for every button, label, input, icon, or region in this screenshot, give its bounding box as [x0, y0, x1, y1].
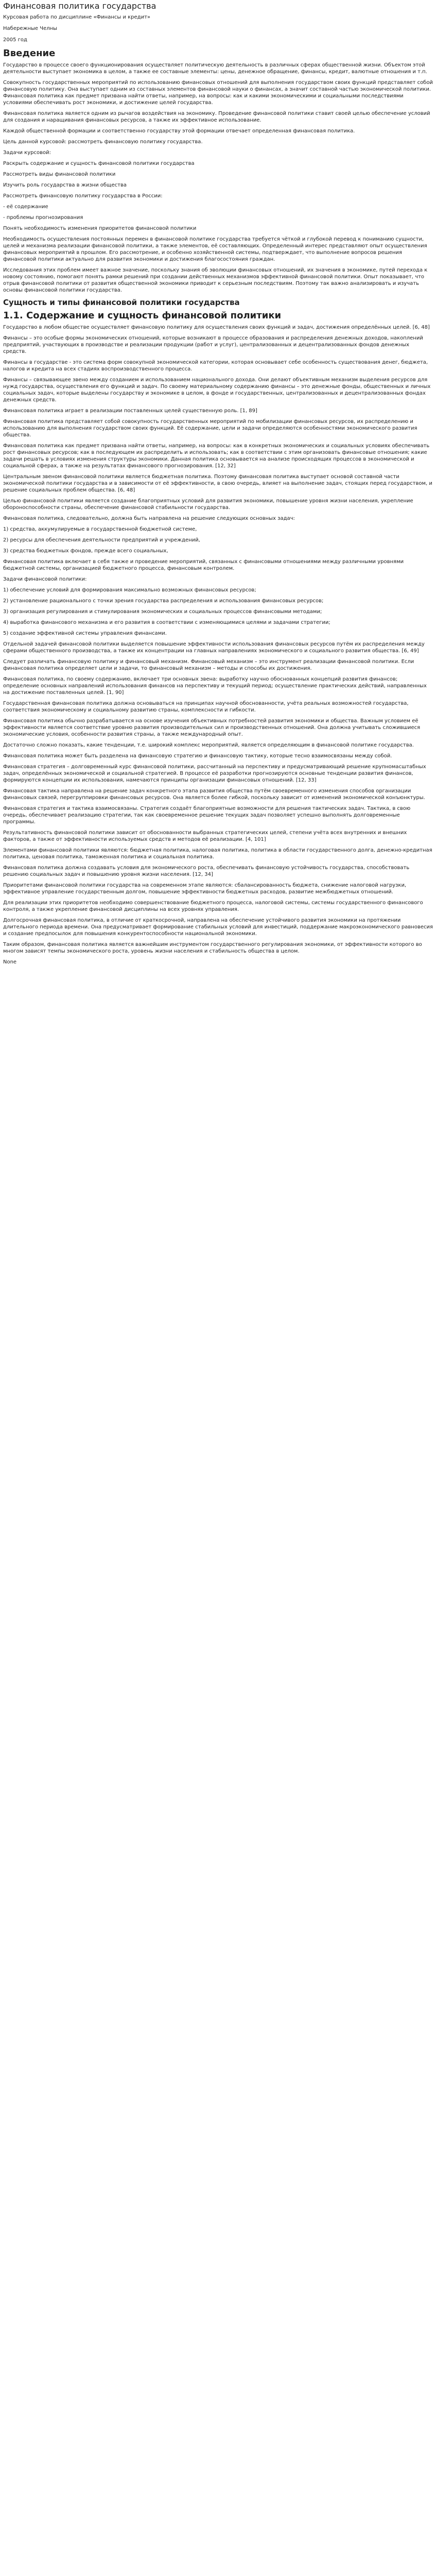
paragraph: Задачи финансовой политики: [3, 577, 87, 582]
meta-city: Набережные Челны [3, 26, 58, 31]
paragraph: - её содержание [3, 204, 48, 210]
paragraph: Финансовая стратегия и тактика взаимосвязаны. Стратегия создаёт благоприятные возможности для решения тактических задач. Тактика, в свою очередь, обеспечивает реализацию стратегии, так как своевременное решение текущих задач позволяет успешно выполнять долговременные программы. [3, 806, 411, 825]
paragraph: Финансовая политика включает в себя также и проведение мероприятий, связанных с финансовыми отношениями между различными уровнями бюджетной системы, организацией бюджетного процесса, финансовым контролем. [3, 559, 404, 571]
paragraph: Финансы – связывающее звено между созданием и использованием национального дохода. Они делают объективным механизм выделения ресурсов для нужд государства, осуществления его функций и задач. По своему материальному содержанию финансы – это денежные фонды, общественных и личных социальных задач, которые выделены государству и экономике в целом, в фонде и государственных, централизованных и децентрализованных фондах денежных средств. [3, 377, 431, 403]
paragraph: 1) обеспечение условий для формирования максимально возможных финансовых ресурсов; [3, 587, 256, 593]
document-title: Финансовая политика государства [3, 1, 156, 11]
paragraph: Задачи курсовой: [3, 150, 51, 156]
paragraph: 3) средства бюджетных фондов, прежде всего социальных, [3, 548, 168, 554]
paragraph: - проблемы прогнозирования [3, 215, 83, 221]
paragraph: Достаточно сложно показать, какие тенденции, т.е. широкий комплекс мероприятий, является определяющим в финансовой политике государства. [3, 742, 414, 748]
heading-section-1-1: 1.1. Содержание и сущность финансовой политики [3, 310, 282, 321]
paragraph: Финансовая политика, следовательно, должна быть направлена на решение следующих основных задач: [3, 516, 295, 521]
paragraph: 4) выработка финансового механизма и его развития в соответствии с изменяющимися целями и задачами стратегии; [3, 620, 330, 625]
heading-section-1: Сущность и типы финансовой политики государства [3, 298, 240, 307]
paragraph: 1) средства, аккумулируемые в государственной бюджетной системе, [3, 527, 197, 532]
meta-course: Курсовая работа по дисциплине «Финансы и кредит» [3, 14, 151, 20]
paragraph: Финансовая политика как предмет призвана найти ответы, например, на вопросы: как в конкретных экономических и социальных условиях обеспечивать рост финансовых ресурсов; как в последующем их распределить и использовать; как в соответствии с этим организовать финансовые отношения; какие задачи решать в условиях изменения структуры экономики. Данная политика основывается на анализе происходящих процессов в экономической и социальной сферах, а также на результатах финансового прогнозирования. [12, 32] [3, 443, 430, 469]
paragraph: Финансы – это особые формы экономических отношений, которые возникают в процессе образования и распределения денежных доходов, накоплений предприятий, участвующих в производстве и реализации продукции (работ и услуг), централизованных и децентрализованных фондов денежных средств. [3, 335, 423, 354]
paragraph: Для реализации этих приоритетов необходимо совершенствование бюджетного процесса, налоговой системы, системы государственного финансового контроля, а также укрепление финансовой дисциплины на всех уровнях управления. [3, 900, 423, 912]
paragraph: Финансовая политика играет в реализации поставленных целей существенную роль. [1, 89] [3, 408, 257, 414]
heading-introduction: Введение [3, 48, 56, 59]
footer-text: None [3, 959, 17, 965]
paragraph: Финансовая политика представляет собой совокупность государственных мероприятий по мобилизации финансовых ресурсов, их распределению и использованию для выполнения государством своих функций. Её содержание, цели и задачи определяются особенностями экономического развития общества. [3, 419, 417, 438]
section-body [3, 324, 433, 955]
paragraph: 5) создание эффективной системы управления финансами. [3, 631, 167, 636]
paragraph: Финансовая политика является одним из рычагов воздействия на экономику. Проведение финансовой политики ставит своей целью обеспечение условий для создания и наращивания финансовых ресурсов, а также их эффективное использование. [3, 111, 430, 123]
paragraph: Понять необходимость изменения приоритетов финансовой политики [3, 226, 197, 231]
paragraph: Центральным звеном финансовой политики является бюджетная политика. Поэтому финансовая политика выступает основой составной части экономической политики государства и в зависимости от её эффективности, в свою очередь, влияет на выполнение задач, стоящих перед государством, и решение социальных проблем общества. [6, 48] [3, 474, 432, 493]
paragraph: Отдельной задачей финансовой политики выделяется повышение эффективности использования финансовых ресурсов путём их распределения между сферами общественного производства, а также их концентрации на главных направлениях экономического и социального развития общества. [6, 49] [3, 641, 425, 654]
paragraph: Результативность финансовой политики зависит от обоснованности выбранных стратегических целей, степени учёта всех внутренних и внешних факторов, а также от эффективности используемых средств и методов её реализации. [4, 101] [3, 830, 407, 842]
paragraph: Финансовая политика обычно разрабатывается на основе изучения объективных потребностей развития экономики и общества. Важным условием её эффективности является соответствие уровню развития производительных сил и производственных отношений. Она должна учитывать сложившиеся экономические условия, особенности развития страны, а также международный опыт. [3, 718, 421, 737]
paragraph: Рассмотреть финансовую политику государства в России: [3, 193, 163, 199]
paragraph: Раскрыть содержание и сущность финансовой политики государства [3, 161, 195, 166]
paragraph: Государственная финансовая политика должна основываться на принципах научной обоснованности, учёта реальных возможностей государства, соответствия экономическому и социальному развитию страны, комплексности и гибкости. [3, 701, 409, 713]
paragraph: Следует различать финансовую политику и финансовый механизм. Финансовый механизм – это инструмент реализации финансовой политики. Если финансовая политика определяет цели и задачи, то финансовый механизм – методы и способы их достижения. [3, 659, 414, 671]
paragraph: Финансы в государстве - это система форм совокупной экономической категории, которая основывает себе особенность существования денег, бюджета, налогов и кредита на всех стадиях воспроизводственного процесса. [3, 360, 428, 372]
meta-year: 2005 год [3, 37, 27, 43]
paragraph: Государство в любом обществе осуществляет финансовую политику для осуществления своих функций и задач, достижения определённых целей. [6, 48] [3, 325, 430, 330]
paragraph: Каждой общественной формации и соответственно государству этой формации отвечает определенная финансовая политика. [3, 128, 355, 134]
paragraph: Финансовая тактика направлена на решение задач конкретного этапа развития общества путём своевременного изменения способов организации финансовых связей, перегруппировки финансовых ресурсов. Она является более гибкой, поскольку зависит от изменений экономической конъюнктуры. [3, 788, 425, 801]
paragraph: Совокупность государственных мероприятий по использованию финансовых отношений для выполнения государством своих функций представляет собой финансовую политику. Она выступает одним из составных элементов финансовой науки о финансах, а значит составной частью экономической политики. Финансовая политика как предмет призвана найти ответы, например, на вопросы: как и какими экономическими и социальными последствиями условиями обеспечивать рост экономики, и достижение целей государства. [3, 80, 433, 106]
paragraph: Финансовая политика, по своему содержанию, включает три основных звена: выработку научно обоснованных концепций развития финансов; определение основных направлений использования финансов на перспективу и текущий период; осуществление практических действий, направленных на достижение поставленных целей. [1, 90] [3, 676, 427, 696]
paragraph: Приоритетами финансовой политики государства на современном этапе являются: сбалансированность бюджета, снижение налоговой нагрузки, эффективное управление государственным долгом, повышение эффективности бюджетных расходов, развитие межбюджетных отношений. [3, 883, 407, 895]
paragraph: Изучить роль государства в жизни общества [3, 182, 127, 188]
paragraph: Необходимость осуществления постоянных перемен в финансовой политике государства требуется чёткой и глубокой перевод к пониманию сущности, целей и механизма реализации финансовой политики, а также элементов, её составляющих. Определенный интерес представляют опыт осуществления финансовых мероприятий в прошлом. Его рассмотрение, и особенно хозяйственной системы, подтверждает, что выполнение вопросов решения финансовой политики актуально для развития экономики и достижения благосостояния граждан. [3, 236, 427, 262]
paragraph: 2) установление рационального с точки зрения государства распределения и использования финансовых ресурсов; [3, 598, 324, 604]
paragraph: Исследования этих проблем имеет важное значение, поскольку знания об эволюции финансовых отношений, их значения в экономике, путей перехода к новому состоянию, помогают понять рамки решений при создании действенных механизмов эффективной финансовой политики. Опыт показывает, что отрыв финансовой политики от развития общественной экономики приводит к серьезным последствиям. Поэтому так важно анализировать и изучать основы финансовой политики государства. [3, 267, 428, 293]
paragraph: Долгосрочная финансовая политика, в отличие от краткосрочной, направлена на обеспечение устойчивого развития экономики на протяжении длительного периода времени. Она предусматривает формирование стабильных условий для инвестиций, поддержание макроэкономического равновесия и создание предпосылок для повышения конкурентоспособности национальной экономики. [3, 918, 433, 937]
paragraph: Государство в процессе своего функционирования осуществляет политическую деятельность в различных сферах общественной жизни. Объектом этой деятельности выступает экономика в целом, а также ее составные элементы: цены, денежное обращение, финансы, кредит, валютные отношения и т.п. [3, 62, 427, 75]
paragraph: Целью финансовой политики является создание благоприятных условий для развития экономики, повышение уровня жизни населения, укрепление обороноспособности страны, обеспечение финансовой стабильности государства. [3, 498, 413, 511]
paragraph: 2) ресурсы для обеспечения деятельности предприятий и учреждений, [3, 537, 200, 543]
paragraph: Элементами финансовой политики являются: бюджетная политика, налоговая политика, политика в области государственного долга, денежно-кредитная политика, ценовая политика, таможенная политика и социальная политика. [3, 848, 432, 860]
paragraph: Финансовая политика может быть разделена на финансовую стратегию и финансовую тактику, которые тесно взаимосвязаны между собой. [3, 753, 392, 759]
introduction-body [3, 62, 433, 294]
paragraph: Таким образом, финансовая политика является важнейшим инструментом государственного регулирования экономики, от эффективности которого во многом зависят темпы экономического роста, уровень жизни населения и стабильность общества в целом. [3, 942, 422, 954]
paragraph: Цель данной курсовой: рассмотреть финансовую политику государства. [3, 139, 203, 145]
paragraph: Финансовая стратегия – долговременный курс финансовой политики, рассчитанный на перспективу и предусматривающий решение крупномасштабных задач, определённых экономической и социальной стратегией. В процессе её разработки прогнозируются основные тенденции развития финансов, формируются концепции их использования, намечаются принципы организации финансовых отношений. [12, 33] [3, 764, 426, 783]
paragraph: Финансовая политика должна создавать условия для экономического роста, обеспечивать финансовую устойчивость государства, способствовать решению социальных задач и повышению уровня жизни населения. [12, 34] [3, 865, 410, 877]
paragraph: Рассмотреть виды финансовой политики [3, 172, 116, 177]
paragraph: 3) организация регулирования и стимулирования экономических и социальных процессов финансовыми методами; [3, 609, 322, 615]
